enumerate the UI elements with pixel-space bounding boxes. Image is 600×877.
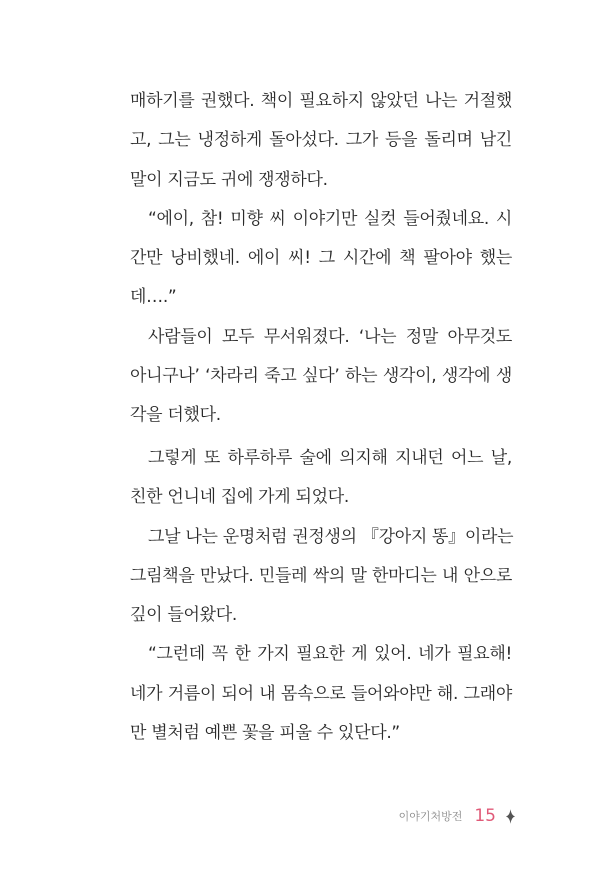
text-line: 사람들이 모두 무서워졌다. ‘나는 정말 아무것도	[148, 326, 512, 347]
text-line: 데….”	[130, 287, 177, 308]
text-line: 말이 지금도 귀에 쟁쟁하다.	[130, 169, 328, 190]
text-line: 친한 언니네 집에 가게 되었다.	[130, 487, 349, 508]
paragraph-block-1	[130, 82, 512, 436]
paragraph-block-2	[130, 439, 512, 753]
text-line: 그렇게 또 하루하루 술에 의지해 지내던 어느 날,	[148, 448, 512, 468]
text-line: 네가 거름이 되어 내 몸속으로 들어와야만 해. 그래야	[130, 683, 512, 704]
text-line: “그런데 꼭 한 가지 필요한 게 있어. 네가 필요해!	[148, 644, 512, 665]
text-line: “에이, 참! 미향 씨 이야기만 실컷 들어줬네요. 시	[148, 208, 512, 229]
page-footer	[380, 804, 515, 828]
text-line: 만 별처럼 예쁜 꽃을 피울 수 있단다.”	[130, 723, 400, 744]
text-line: 아니구나’ ‘차라리 죽고 싶다’ 하는 생각이, 생각에 생	[130, 366, 512, 387]
text-line: 매하기를 권했다. 책이 필요하지 않았던 나는 거절했	[130, 91, 512, 111]
text-line: 간만 낭비했네. 에이 씨! 그 시간에 책 팔아야 했는	[130, 248, 512, 269]
text-line: 깊이 들어왔다.	[130, 605, 237, 626]
text-line: 각을 더했다.	[130, 405, 221, 426]
text-line: 고, 그는 냉정하게 돌아섰다. 그가 등을 돌리며 남긴	[130, 130, 512, 151]
page-number: 15	[474, 806, 496, 826]
text-line: 그날 나는 운명처럼 권정생의 『강아지 똥』이라는	[148, 526, 514, 547]
diamond-star-icon	[506, 809, 515, 824]
text-line: 그림책을 만났다. 민들레 싹의 말 한마디는 내 안으로	[130, 565, 512, 586]
running-title: 이야기처방전	[398, 810, 463, 823]
